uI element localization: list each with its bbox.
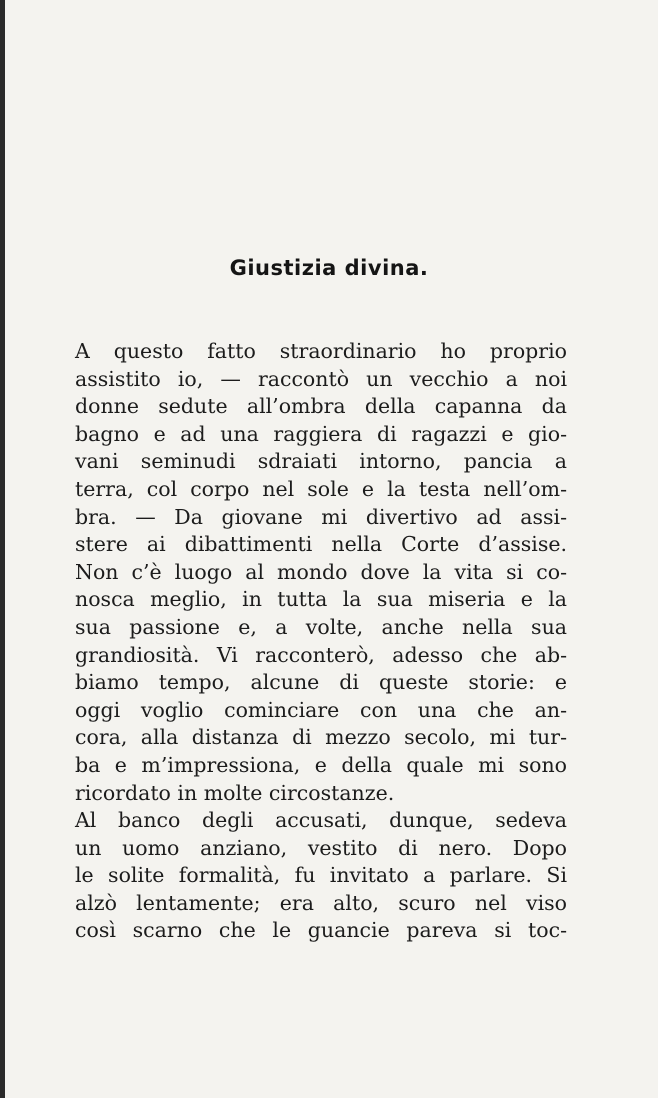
text-line: Non c’è luogo al mondo dove la vita si co- xyxy=(75,559,567,584)
text-line: cora, alla distanza di mezzo secolo, mi tur- xyxy=(75,725,567,750)
text-line: vani seminudi sdraiati intorno, pancia a xyxy=(75,449,567,474)
text-line: donne sedute all’ombra della capanna da xyxy=(75,394,567,419)
chapter-title: Giustizia divina. xyxy=(229,256,429,280)
body-text xyxy=(75,338,567,945)
text-line: sua passione e, a volte, anche nella sua xyxy=(75,614,567,639)
text-line: ba e m’impressiona, e della quale mi sono xyxy=(75,752,567,777)
text-line: terra, col corpo nel sole e la testa nell’om- xyxy=(75,476,567,501)
text-line: stere ai dibattimenti nella Corte d’assise. xyxy=(75,532,567,557)
text-line: bra. — Da giovane mi divertivo ad assi- xyxy=(75,504,567,529)
text-line: ricordato in molte circostanze. xyxy=(75,780,395,805)
text-line: Al banco degli accusati, dunque, sedeva xyxy=(75,808,567,833)
text-line: grandiosità. Vi racconterò, adesso che ab- xyxy=(75,642,567,667)
text-line: alzò lentamente; era alto, scuro nel viso xyxy=(75,890,567,915)
text-line: le solite formalità, fu invitato a parlare. Si xyxy=(75,863,567,888)
text-line: oggi voglio cominciare con una che an- xyxy=(75,697,567,722)
page-edge-shadow xyxy=(0,0,5,1098)
text-line: biamo tempo, alcune di queste storie: e xyxy=(75,670,567,695)
text-line: A questo fatto straordinario ho proprio xyxy=(75,339,567,363)
text-line: bagno e ad una raggiera di ragazzi e gio- xyxy=(75,421,567,446)
text-line: nosca meglio, in tutta la sua miseria e la xyxy=(75,587,567,612)
text-line: assistito io, — raccontò un vecchio a noi xyxy=(75,366,567,391)
text-line: così scarno che le guancie pareva si toc- xyxy=(75,918,567,943)
text-line: un uomo anziano, vestito di nero. Dopo xyxy=(75,835,567,860)
